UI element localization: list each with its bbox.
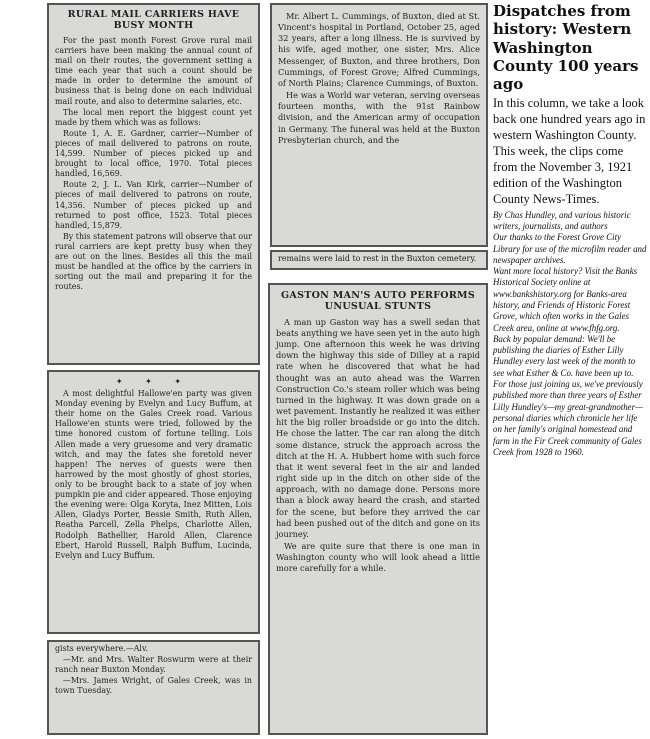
article-paragraph: The local men report the biggest count yet made by them which was as follows: xyxy=(55,107,252,127)
article-paragraph: —Mr. and Mrs. Walter Roswurm were at their ranch near Buxton Monday. xyxy=(55,655,252,675)
article-paragraph: He was a World war veteran, serving overseas fourteen months, with the 91st Rainbow division, and the American army of occupation in Germany. The funeral was held at the Buxton Presbyterian church, and the xyxy=(278,90,480,145)
column-title: Dispatches from history: Western Washington County 100 years ago xyxy=(493,2,639,94)
clipping-gaston-auto xyxy=(268,283,488,735)
star-divider: ✦ ✦ ✦ xyxy=(115,377,192,386)
sidebar-column xyxy=(493,2,648,458)
clipping-rural-mail-carriers xyxy=(47,3,260,365)
article-paragraph: Route 1, A. E. Gardner, carrier—Number of pieces of mail delivered to patrons on route, 14,599. Number of pieces picked up and brought to local office, 1970. Total pieces handled, 16,569. xyxy=(55,128,252,179)
diaries-note: Back by popular demand: We'll be publishing the diaries of Esther Lilly Hundley every last week of the month to see what Esther & Co. have been up to. For those just joining us, we've previously published more than three years of Esther Lilly Hundley's—my great-grandmother— personal diaries which chronicle her life on her family's original homestead and farm in the Fir Creek community of Gales Creek from 1928 to 1960. xyxy=(493,333,643,457)
article-paragraph: By this statement patrons will observe that our rural carriers are kept pretty busy when they are out on the lines. Besides all this the mail must be handled at the office by the carriers in sorting out the mail and preparing it for the routes. xyxy=(55,231,252,292)
article-paragraph: Mr. Albert L. Cummings, of Buxton, died at St. Vincent's hospital in Portland, October 25, aged 32 years, after a long illness. He is survived by his wife, aged mother, one sister, Mrs. Alice Messenger, of Buxton, and three brothers, Don Cummings, of Forest Grove; Alfred Cummings, of North Plains; Clarence Cummings, of Buxton. xyxy=(278,11,480,88)
article-paragraph: We are quite sure that there is one man in Washington county who will look ahead a little more carefully for a while. xyxy=(276,540,480,574)
clipping-cummings-obituary xyxy=(270,3,488,247)
byline: By Chas Hundley, and various historic writers, journalists, and authors xyxy=(493,209,631,231)
article-paragraph: A most delightful Hallowe'en party was given Monday evening by Evelyn and Lucy Buffum, at their home on the Gales Creek road. Various Hallowe'en stunts were tried, followed by the time honored custom of fortune telling. Lois Allen made a very gruesome and very dramatic witch, and may the fates she foretold never happen! The nerves of guests were then harrowed by the most ghostly of ghost stories, only to be brought back to a state of joy when pumpkin pie and cider appeared. Those enjoying the evening were: Olga Koryta, Inez Mitten, Lois Allen, Gladys Porter, Bessie Smith, Ruth Allen, Reatha Parcell, Zella Phelps, Charlotte Allen, Rodolph Bathellier, Harold Allen, Clarence Ebert, Harold Russell, Ralph Buffum, Lucinda, Evelyn and Lucy Buffum. xyxy=(55,389,252,560)
article-paragraph: remains were laid to rest in the Buxton cemetery. xyxy=(278,254,477,263)
more-history-note: Want more local history? Visit the Banks Historical Society online at www.bankshistory.org for Banks-area history, and Friends of Historic Forest Grove, which often works in the Gales Creek area, online at www.fhfg.org. xyxy=(493,266,638,333)
cut-line: gists everywhere.—Alv. xyxy=(55,644,148,653)
article-paragraph: A man up Gaston way has a swell sedan that beats anything we have seen yet in the auto high jump. One afternoon this week he was driving down the highway this side of Dilley at a rapid rate when he discovered that what he had thought was an auto ahead was the Warren Construction Co.'s steam roller which was being turned in the highway. It was down grade on a wet pavement. Instantly he realized it was either hit the big roller broadside or go into the ditch. He chose the latter. The car ran along the ditch some distance, struck the approach across the ditch at the H. A. Hubbert home with such force that it went several feet in the air and landed right side up in the ditch on other side of the approach, with no damage done. Persons more than a block away heard the crash, and started for the scene, but before they arrived the car had been pushed out of the ditch and gone on its journey. xyxy=(276,316,480,539)
headline: GASTON MAN'S AUTO PERFORMS UNUSUAL STUNTS xyxy=(280,290,475,312)
thanks-note: Our thanks to the Forest Grove City Library for use of the microfilm reader and newspaper archives. xyxy=(493,232,647,265)
headline: RURAL MAIL CARRIERS HAVE BUSY MONTH xyxy=(67,9,240,31)
article-paragraph: Route 2, J. L. Van Kirk, carrier—Number of pieces of mail delivered to patrons on route, 14,356. Number of pieces picked up and returned to post office, 1523. Total pieces handled, 15,879. xyxy=(55,180,252,230)
clipping-local-visits xyxy=(47,640,260,735)
clipping-obituary-continuation xyxy=(270,250,488,270)
article-paragraph: For the past month Forest Grove rural mail carriers have been making the annual count of mail on their routes, the government setting a time each year that such a count should be made in order to determine the amount of business that is being done on each individual mail route, and also to determine salaries, etc. xyxy=(55,35,252,106)
clipping-halloween-party xyxy=(47,370,260,634)
column-intro: In this column, we take a look back one hundred years ago in western Washington County. This week, the clips come from the November 3, 1921 edition of the Washington County News-Times. xyxy=(493,96,646,206)
article-paragraph: —Mrs. James Wright, of Gales Creek, was in town Tuesday. xyxy=(55,676,252,696)
